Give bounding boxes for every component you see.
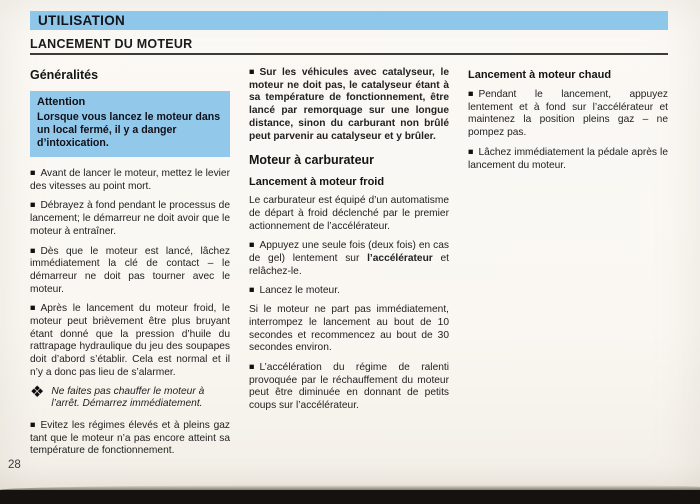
square-bullet-icon: ■ (30, 245, 36, 256)
generalites-heading: Généralités (30, 68, 99, 82)
paragraph: Si le moteur ne part pas immédiatement, interrompez le lancement au bout de 10 secondes et recommencez au bout de 30 secondes environ. (249, 304, 449, 354)
paragraph-text: Lancez le moteur. (259, 285, 340, 297)
page-title: LANCEMENT DU MOTEUR (30, 37, 193, 51)
paragraph-text: Pendant le lancement, appuyez lentement et à fond sur l’accélérateur et maintenez la position pleins gaz – ne pompez pas. (468, 89, 668, 139)
paragraph (249, 239, 449, 278)
paragraph (249, 361, 449, 413)
title-rule (30, 53, 668, 55)
column-carburateur (249, 66, 449, 464)
paragraph-text: Evitez les régimes élevés et à pleins gaz tant que le moteur n’a pas encore atteint sa température de fonctionnement. (30, 419, 230, 457)
square-bullet-icon: ■ (468, 146, 474, 157)
section-banner-label: UTILISATION (38, 13, 126, 28)
square-bullet-icon: ■ (468, 88, 474, 99)
attention-body: Lorsque vous lancez le moteur dans un local fermé, il y a danger d’intoxication. (37, 111, 221, 149)
paragraph-text: et relâchez-le. (249, 253, 449, 277)
attention-title: Attention (37, 96, 86, 108)
square-bullet-icon: ■ (249, 361, 255, 372)
paragraph (30, 419, 230, 458)
paragraph (30, 199, 230, 238)
paragraph-text: Avant de lancer le moteur, mettez le levier des vitesses au point mort. (30, 168, 230, 192)
paragraph (468, 88, 668, 140)
square-bullet-icon: ■ (30, 199, 36, 210)
text-columns (30, 66, 668, 464)
column-generalites (30, 66, 230, 464)
paragraph-text: L’accélération du régime de ralenti provoquée par le réchauffement du moteur peut être diminuée en donnant de petits coups sur l’accélérateur. (249, 361, 449, 412)
accelerateur-emphasis: l’accélérateur (367, 253, 433, 265)
paragraph-text: Lâchez immédiatement la pédale après le lancement du moteur. (468, 146, 668, 171)
square-bullet-icon: ■ (249, 66, 255, 77)
paragraph (30, 302, 230, 379)
section-banner (30, 11, 668, 30)
paragraph-text: Appuyez une seule fois (deux fois) en cas de gel) lentement sur (249, 240, 449, 265)
paragraph (249, 284, 449, 298)
paragraph (30, 167, 230, 193)
column-moteur-chaud (468, 66, 668, 464)
moteur-froid-subheading: Lancement à moteur froid (249, 176, 385, 189)
square-bullet-icon: ■ (30, 167, 36, 178)
attention-box (30, 91, 230, 157)
square-bullet-icon: ■ (30, 419, 36, 430)
square-bullet-icon: ■ (249, 239, 255, 250)
paragraph-text: Après le lancement du moteur froid, le moteur peut brièvement être plus bruyant étant donné que la pression d’huile du rattrapage hydraulique du jeu des soupapes doit d’abord s’établir. Cela est normal et il n’y a donc pas lieu de s’alarmer. (30, 303, 230, 378)
page-bottom-edge (0, 490, 700, 504)
paragraph: Le carburateur est équipé d’un automatisme de départ à froid déclenché par le premier actionnement de l’accélérateur. (249, 195, 449, 232)
square-bullet-icon: ■ (30, 302, 36, 313)
square-bullet-icon: ■ (249, 284, 255, 295)
page-number: 28 (8, 459, 21, 471)
paragraph-text: Dès que le moteur est lancé, lâchez immédiatement la clé de contact – le démarreur ne doit pas tourner avec le moteur. (30, 245, 230, 295)
paragraph (30, 245, 230, 297)
carburateur-heading: Moteur à carburateur (249, 153, 375, 168)
paragraph (468, 146, 668, 172)
advice-note (30, 383, 230, 411)
advice-note-text: Ne faites pas chauffer le moteur à l’arrêt. Démarrez immédiatement. (51, 385, 205, 410)
paragraph-text: Sur les véhicules avec catalyseur, le moteur ne doit pas, le catalyseur étant à sa température de fonctionnement, être lancé par remorquage sur une longue distance, sinon du carburant non brûlé peut parvenir au catalyseur et y brûler. (249, 67, 449, 142)
moteur-chaud-subheading: Lancement à moteur chaud (468, 69, 612, 81)
paragraph (249, 66, 449, 143)
paragraph-text: Débrayez à fond pendant le processus de lancement; le démarreur ne doit avoir que le moteur à entraîner. (30, 200, 230, 237)
diamond-cluster-icon: ❖ (30, 383, 45, 401)
